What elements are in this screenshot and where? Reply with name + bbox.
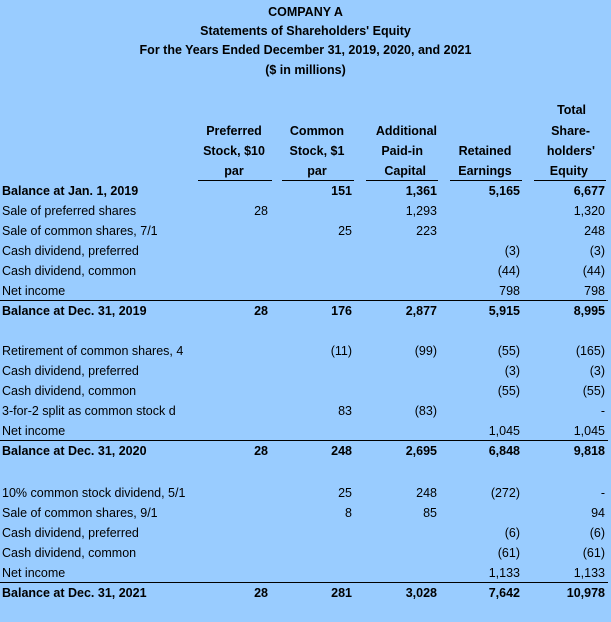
retained-value: 1,045 [488, 424, 520, 438]
row-label: Cash dividend, preferred [2, 364, 139, 378]
common-value: 151 [331, 184, 352, 198]
total-value: 6,677 [573, 184, 605, 198]
table-row [0, 261, 611, 281]
apic-value: 85 [423, 506, 437, 520]
preferred-value: 28 [254, 586, 268, 600]
row-label: Cash dividend, common [2, 546, 137, 560]
col-preferred-line2: Stock, $10 [203, 144, 265, 158]
col-retained-line1: Retained [458, 144, 512, 158]
apic-value: 1,361 [405, 184, 437, 198]
row-label: Balance at Dec. 31, 2019 [2, 304, 147, 318]
row-label: 3-for-2 split as common stock d [2, 404, 176, 418]
common-value: 25 [338, 224, 352, 238]
total-value: 248 [584, 224, 605, 238]
col-total-line3: holders' [546, 144, 595, 158]
col-total-line4: Equity [549, 164, 588, 178]
common-value: 176 [331, 304, 352, 318]
retained-value: 5,165 [488, 184, 520, 198]
table-row [0, 241, 611, 261]
common-value: (11) [330, 344, 352, 358]
total-value: - [600, 486, 605, 500]
retained-value: 5,915 [488, 304, 520, 318]
retained-value: 7,642 [488, 586, 520, 600]
col-total-line1: Total [557, 103, 586, 117]
row-label: Balance at Dec. 31, 2021 [2, 586, 147, 600]
company-name: COMPANY A [268, 5, 343, 19]
table-row [0, 543, 611, 563]
row-label: Net income [2, 284, 66, 298]
balance-row [0, 301, 611, 321]
col-common-line2: Stock, $1 [289, 144, 345, 158]
table-row [0, 401, 611, 421]
table-row [0, 281, 611, 301]
apic-value: (83) [414, 404, 437, 418]
row-label: 10% common stock dividend, 5/1 [2, 486, 186, 500]
table-row [0, 483, 611, 503]
col-retained-line2: Earnings [458, 164, 512, 178]
statement-title: Statements of Shareholders' Equity [200, 24, 411, 38]
apic-value: 1,293 [405, 204, 437, 218]
row-label: Sale of preferred shares [2, 204, 137, 218]
col-apic-line1: Additional [375, 124, 437, 138]
apic-value: 2,695 [405, 444, 437, 458]
apic-value: 223 [416, 224, 437, 238]
common-value: 25 [338, 486, 352, 500]
common-value: 248 [331, 444, 352, 458]
table-row [0, 503, 611, 523]
row-label: Cash dividend, common [2, 264, 137, 278]
retained-value: (3) [504, 244, 520, 258]
total-value: 1,045 [573, 424, 605, 438]
row-label: Sale of common shares, 9/1 [2, 506, 158, 520]
table-row [0, 563, 611, 583]
retained-value: (44) [497, 264, 520, 278]
table-row [0, 523, 611, 543]
col-preferred-line3: par [224, 164, 244, 178]
table-row [0, 421, 611, 441]
total-value: (3) [589, 244, 605, 258]
subtotal-rule-2021 [0, 582, 608, 583]
col-common-line3: par [307, 164, 327, 178]
total-value: (44) [582, 264, 605, 278]
total-value: 8,995 [573, 304, 605, 318]
total-value: - [600, 404, 605, 418]
total-value: (61) [582, 546, 605, 560]
common-value: 83 [338, 404, 352, 418]
total-value: (3) [589, 364, 605, 378]
subtotal-rule-2020 [0, 440, 608, 441]
total-value: 9,818 [573, 444, 605, 458]
col-total-line2: Share- [551, 124, 590, 138]
col-apic-line2: Paid-in [381, 144, 423, 158]
table-row [0, 361, 611, 381]
total-value: 1,320 [573, 204, 605, 218]
retained-value: (272) [490, 486, 520, 500]
common-value: 8 [345, 506, 352, 520]
table-row [0, 341, 611, 361]
total-value: 798 [584, 284, 605, 298]
row-label: Net income [2, 424, 66, 438]
retained-value: 6,848 [488, 444, 520, 458]
preferred-value: 28 [254, 204, 268, 218]
total-value: (165) [575, 344, 605, 358]
retained-value: (55) [497, 344, 520, 358]
col-preferred-line1: Preferred [206, 124, 262, 138]
apic-value: 2,877 [405, 304, 437, 318]
table-row [0, 221, 611, 241]
row-label: Retirement of common shares, 4 [2, 344, 184, 358]
retained-value: (61) [497, 546, 520, 560]
total-value: 10,978 [566, 586, 605, 600]
statement-period: For the Years Ended December 31, 2019, 2020, and 2021 [139, 43, 472, 57]
row-label: Balance at Dec. 31, 2020 [2, 444, 147, 458]
apic-value: 3,028 [405, 586, 437, 600]
total-value: 1,133 [573, 566, 605, 580]
row-label: Net income [2, 566, 66, 580]
balance-row [0, 181, 611, 201]
total-value: 94 [591, 506, 605, 520]
balance-row [0, 441, 611, 461]
statement-units: ($ in millions) [265, 63, 346, 77]
total-value: (6) [589, 526, 605, 540]
row-label: Sale of common shares, 7/1 [2, 224, 158, 238]
table-row [0, 381, 611, 401]
preferred-value: 28 [254, 444, 268, 458]
col-apic-line3: Capital [384, 164, 426, 178]
apic-value: (99) [414, 344, 437, 358]
preferred-value: 28 [254, 304, 268, 318]
retained-value: (55) [497, 384, 520, 398]
row-label: Balance at Jan. 1, 2019 [2, 184, 139, 198]
table-row [0, 201, 611, 221]
retained-value: 1,133 [488, 566, 520, 580]
total-value: (55) [582, 384, 605, 398]
balance-row [0, 583, 611, 603]
col-common-line1: Common [289, 124, 345, 138]
row-label: Cash dividend, common [2, 384, 137, 398]
retained-value: 798 [499, 284, 520, 298]
subtotal-rule-2019 [0, 300, 608, 301]
retained-value: (6) [504, 526, 520, 540]
retained-value: (3) [504, 364, 520, 378]
apic-value: 248 [416, 486, 437, 500]
row-label: Cash dividend, preferred [2, 244, 139, 258]
row-label: Cash dividend, preferred [2, 526, 139, 540]
common-value: 281 [331, 586, 352, 600]
